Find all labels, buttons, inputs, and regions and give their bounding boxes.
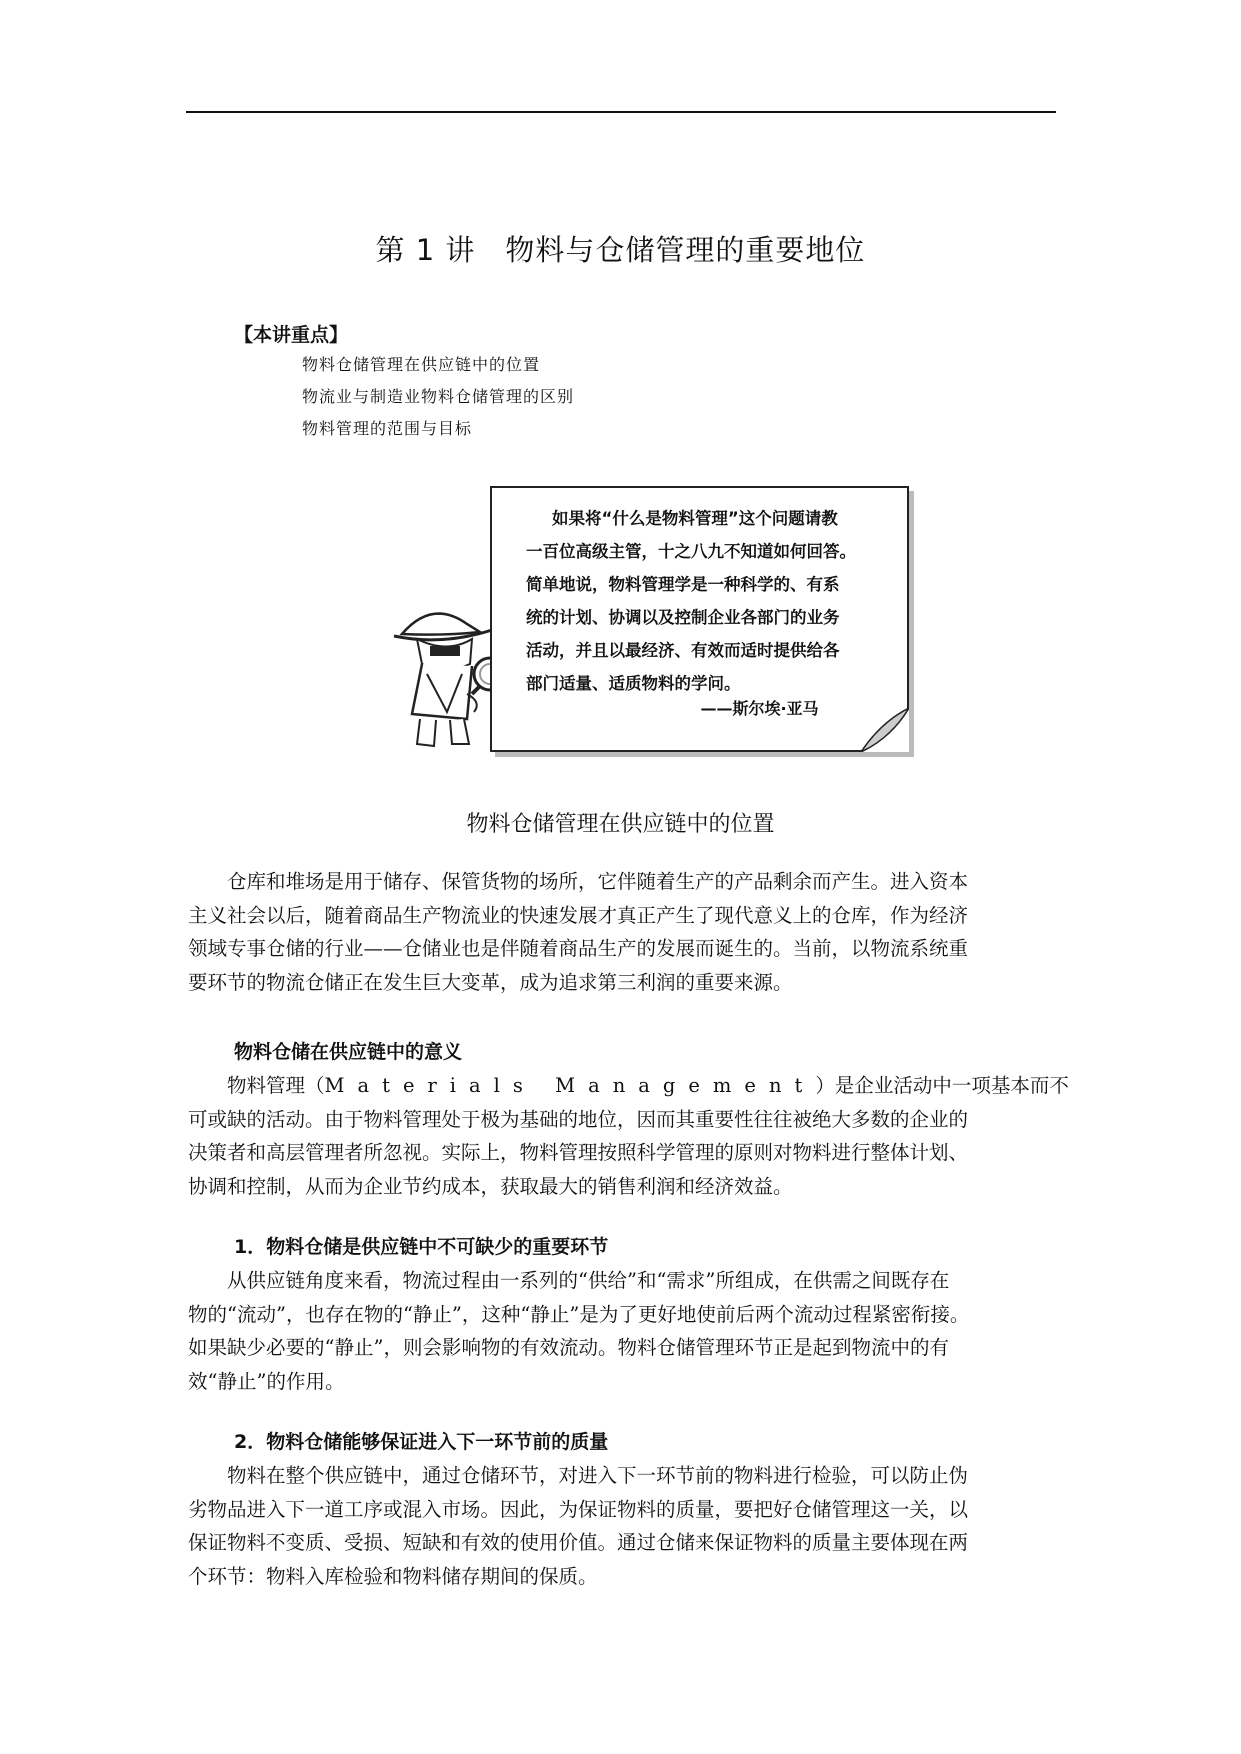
- quote-line: 如果将“什么是物料管理”这个问题请教: [552, 509, 838, 528]
- text-line: [188, 1069, 1069, 1103]
- text-line: 决策者和高层管理者所忽视。实际上，物料管理按照科学管理的原则对物料进行整体计划、: [188, 1141, 969, 1164]
- text-line: 要环节的物流仓储正在发生巨大变革，成为追求第三利润的重要来源。: [188, 970, 793, 994]
- quote-illustration: [372, 486, 912, 756]
- key-points-heading: 【本讲重点】: [234, 324, 349, 346]
- text-line: 劣物品进入下一道工序或混入市场。因此，为保证物料的质量，要把好仓储管理这一关，以: [188, 1497, 969, 1521]
- quote-line: 统的计划、协调以及控制企业各部门的业务: [526, 608, 840, 627]
- text-line: 效“静止”的作用。: [188, 1369, 345, 1393]
- text-line: 保证物料不变质、受损、短缺和有效的使用价值。通过仓储来保证物料的质量主要体现在两: [188, 1531, 969, 1554]
- paragraph: [188, 1069, 1069, 1203]
- key-points-list: [302, 349, 574, 445]
- text-line: 物的“流动”，也存在物的“静止”，这种“静止”是为了更好地使前后两个流动过程紧密衔接。: [188, 1302, 970, 1326]
- text-line: 领域专事仓储的行业——仓储业也是伴随着商品生产的发展而诞生的。当前，以物流系统重: [188, 937, 969, 960]
- text-line: 可或缺的活动。由于物料管理处于极为基础的地位，因而其重要性往往被绝大多数的企业的: [188, 1107, 969, 1131]
- quote-box: [490, 486, 909, 752]
- quote-author: ——斯尔埃·亚马: [700, 699, 819, 718]
- text-span: 物料管理（: [188, 1074, 325, 1097]
- quote-line: 一百位高级主管，十之八九不知道如何回答。: [526, 542, 856, 561]
- section-title: 物料仓储管理在供应链中的位置: [466, 812, 775, 837]
- key-point-item: 物料仓储管理在供应链中的位置: [302, 355, 541, 374]
- key-point-item: 物流业与制造业物料仓储管理的区别: [302, 387, 575, 406]
- paragraph: [188, 1459, 1058, 1593]
- header-rule: [186, 111, 1056, 113]
- text-line: 主义社会以后，随着商品生产物流业的快速发展才真正产生了现代意义上的仓库，作为经济: [188, 903, 969, 927]
- text-line: 仓库和堆场是用于储存、保管货物的场所，它伴随着生产的产品剩余而产生。进入资本: [188, 870, 969, 893]
- text-line: 个环节：物料入库检验和物料储存期间的保质。: [188, 1564, 598, 1588]
- key-point-item: 物料管理的范围与目标: [302, 419, 473, 438]
- subheading: 1．物料仓储是供应链中不可缺少的重要环节: [234, 1236, 609, 1258]
- latin-term: Materials Management: [324, 1074, 816, 1097]
- quote-line: 简单地说，物料管理学是一种科学的、有系: [526, 575, 840, 594]
- text-line: 从供应链角度来看，物流过程由一系列的“供给”和“需求”所组成，在供需之间既存在: [188, 1269, 950, 1292]
- quote-line: 活动，并且以最经济、有效而适时提供给各: [526, 641, 840, 660]
- quote-line: 部门适量、适质物料的学问。: [526, 674, 741, 693]
- page-title: 第 1 讲 物料与仓储管理的重要地位: [375, 233, 866, 267]
- intro-paragraph: [188, 865, 1058, 999]
- text-line: 协调和控制，从而为企业节约成本，获取最大的销售利润和经济效益。: [188, 1174, 793, 1198]
- page-fold-icon: [861, 708, 909, 752]
- text-span: ）是企业活动中一项基本而不: [815, 1074, 1069, 1097]
- paragraph: [188, 1264, 1058, 1398]
- subheading: 物料仓储在供应链中的意义: [234, 1041, 463, 1063]
- quote-text: [526, 502, 896, 700]
- subheading: 2．物料仓储能够保证进入下一环节前的质量: [234, 1431, 609, 1453]
- text-line: 物料在整个供应链中，通过仓储环节，对进入下一环节前的物料进行检验，可以防止伪: [188, 1464, 969, 1487]
- text-line: 如果缺少必要的“静止”，则会影响物的有效流动。物料仓储管理环节正是起到物流中的有: [188, 1336, 949, 1359]
